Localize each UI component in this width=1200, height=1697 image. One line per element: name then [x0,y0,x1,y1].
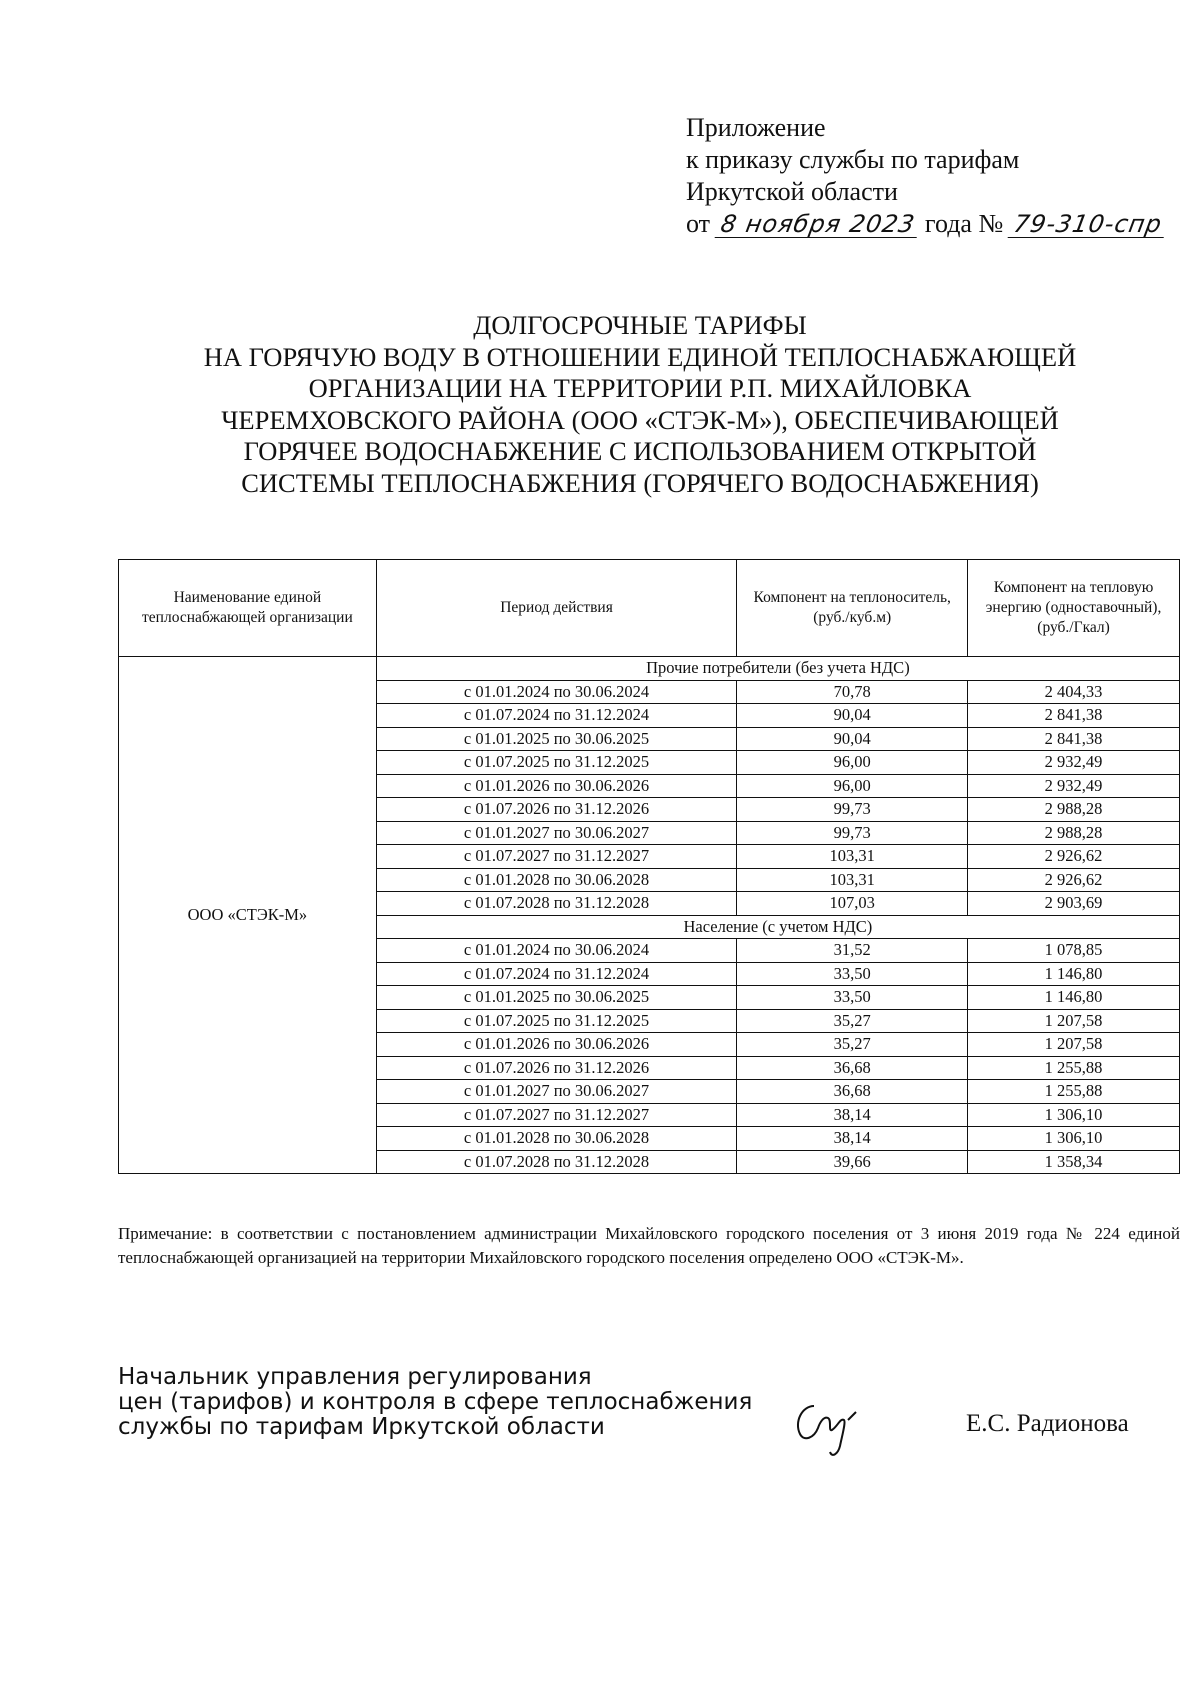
period-cell: с 01.07.2027 по 31.12.2027 [376,845,737,869]
handwritten-signature [784,1392,884,1462]
period-cell: с 01.01.2025 по 30.06.2025 [376,727,737,751]
date-prefix: от [686,209,711,238]
carrier-cell: 38,14 [737,1127,968,1151]
position-line: Начальник управления регулирования [118,1364,592,1390]
carrier-cell: 96,00 [737,751,968,775]
header-organization: Наименование единой теплоснабжающей организации [119,560,377,657]
signatory-name: Е.С. Радионова [966,1410,1129,1437]
tariffs-table [118,559,1180,1174]
period-cell: с 01.01.2026 по 30.06.2026 [376,774,737,798]
period-cell: с 01.07.2025 по 31.12.2025 [376,751,737,775]
energy-cell: 1 306,10 [968,1103,1180,1127]
appendix-line-1: Приложение [686,113,826,142]
section-row [119,657,1180,681]
period-cell: с 01.01.2024 по 30.06.2024 [376,939,737,963]
energy-cell: 2 404,33 [968,680,1180,704]
period-cell: с 01.01.2026 по 30.06.2026 [376,1033,737,1057]
carrier-cell: 33,50 [737,962,968,986]
title-line: ЧЕРЕМХОВСКОГО РАЙОНА (ООО «СТЭК-М»), ОБЕСПЕЧИВАЮЩЕЙ [221,404,1059,435]
carrier-cell: 99,73 [737,798,968,822]
period-cell: с 01.01.2028 по 30.06.2028 [376,1127,737,1151]
title-line: ГОРЯЧЕЕ ВОДОСНАБЖЕНИЕ С ИСПОЛЬЗОВАНИЕМ ОТКРЫТОЙ [243,436,1037,466]
title-line: СИСТЕМЫ ТЕПЛОСНАБЖЕНИЯ (ГОРЯЧЕГО ВОДОСНАБЖЕНИЯ) [241,467,1039,498]
document-title [140,310,1140,499]
energy-cell: 2 988,28 [968,798,1180,822]
appendix-date-line [686,208,1166,240]
title-line: ОРГАНИЗАЦИИ НА ТЕРРИТОРИИ Р.П. МИХАЙЛОВКА [308,373,972,403]
energy-cell: 2 932,49 [968,774,1180,798]
energy-cell: 2 988,28 [968,821,1180,845]
carrier-cell: 107,03 [737,892,968,916]
period-cell: с 01.01.2025 по 30.06.2025 [376,986,737,1010]
energy-cell: 2 903,69 [968,892,1180,916]
header-carrier-component: Компонент на теплоноситель, (руб./куб.м) [737,560,968,657]
carrier-cell: 96,00 [737,774,968,798]
appendix-header [686,112,1166,240]
table-body [119,657,1180,1174]
header-period: Период действия [376,560,737,657]
period-cell: с 01.07.2025 по 31.12.2025 [376,1009,737,1033]
section-title: Прочие потребители (без учета НДС) [376,657,1179,681]
period-cell: с 01.07.2028 по 31.12.2028 [376,892,737,916]
carrier-cell: 38,14 [737,1103,968,1127]
period-cell: с 01.07.2026 по 31.12.2026 [376,798,737,822]
year-word: года № [924,209,1004,238]
energy-cell: 2 926,62 [968,868,1180,892]
title-line: ДОЛГОСРОЧНЫЕ ТАРИФЫ [473,310,807,340]
carrier-cell: 99,73 [737,821,968,845]
header-energy-component: Компонент на тепловую энергию (одноставочный), (руб./Гкал) [968,560,1180,657]
period-cell: с 01.01.2027 по 30.06.2027 [376,821,737,845]
period-cell: с 01.01.2028 по 30.06.2028 [376,868,737,892]
handwritten-number: 79-310-спр [1007,211,1168,238]
energy-cell: 2 841,38 [968,704,1180,728]
carrier-cell: 39,66 [737,1150,968,1174]
carrier-cell: 36,68 [737,1080,968,1104]
carrier-cell: 103,31 [737,868,968,892]
energy-cell: 1 207,58 [968,1033,1180,1057]
energy-cell: 2 932,49 [968,751,1180,775]
period-cell: с 01.07.2028 по 31.12.2028 [376,1150,737,1174]
energy-cell: 1 207,58 [968,1009,1180,1033]
section-title: Население (с учетом НДС) [376,915,1179,939]
period-cell: с 01.07.2024 по 31.12.2024 [376,962,737,986]
appendix-line-3: Иркутской области [686,177,898,206]
period-cell: с 01.07.2026 по 31.12.2026 [376,1056,737,1080]
energy-cell: 2 841,38 [968,727,1180,751]
carrier-cell: 36,68 [737,1056,968,1080]
period-cell: с 01.07.2024 по 31.12.2024 [376,704,737,728]
handwritten-date: 8 ноября 2023 [714,211,921,238]
period-cell: с 01.01.2027 по 30.06.2027 [376,1080,737,1104]
energy-cell: 1 146,80 [968,986,1180,1010]
period-cell: с 01.01.2024 по 30.06.2024 [376,680,737,704]
carrier-cell: 35,27 [737,1033,968,1057]
energy-cell: 2 926,62 [968,845,1180,869]
signatory-position [118,1365,752,1440]
energy-cell: 1 078,85 [968,939,1180,963]
title-line: НА ГОРЯЧУЮ ВОДУ В ОТНОШЕНИИ ЕДИНОЙ ТЕПЛОСНАБЖАЮЩЕЙ [203,341,1077,372]
carrier-cell: 103,31 [737,845,968,869]
carrier-cell: 90,04 [737,727,968,751]
organization-cell: ООО «СТЭК-М» [119,657,377,1174]
appendix-line-2: к приказу службы по тарифам [686,145,1020,174]
position-line: цен (тарифов) и контроля в сфере теплоснабжения [118,1389,753,1415]
carrier-cell: 90,04 [737,704,968,728]
position-line: службы по тарифам Иркутской области [118,1414,605,1440]
note-paragraph: Примечание: в соответствии с постановлением администрации Михайловского городского поселения от 3 июня 2019 года № 224 единой теплоснабжающей организацией на территории Михайловского городского поселения определено ООО «СТЭК-М». [118,1224,1180,1267]
energy-cell: 1 146,80 [968,962,1180,986]
table-header-row [119,560,1180,657]
energy-cell: 1 255,88 [968,1080,1180,1104]
period-cell: с 01.07.2027 по 31.12.2027 [376,1103,737,1127]
energy-cell: 1 306,10 [968,1127,1180,1151]
energy-cell: 1 255,88 [968,1056,1180,1080]
carrier-cell: 33,50 [737,986,968,1010]
carrier-cell: 70,78 [737,680,968,704]
carrier-cell: 35,27 [737,1009,968,1033]
energy-cell: 1 358,34 [968,1150,1180,1174]
carrier-cell: 31,52 [737,939,968,963]
